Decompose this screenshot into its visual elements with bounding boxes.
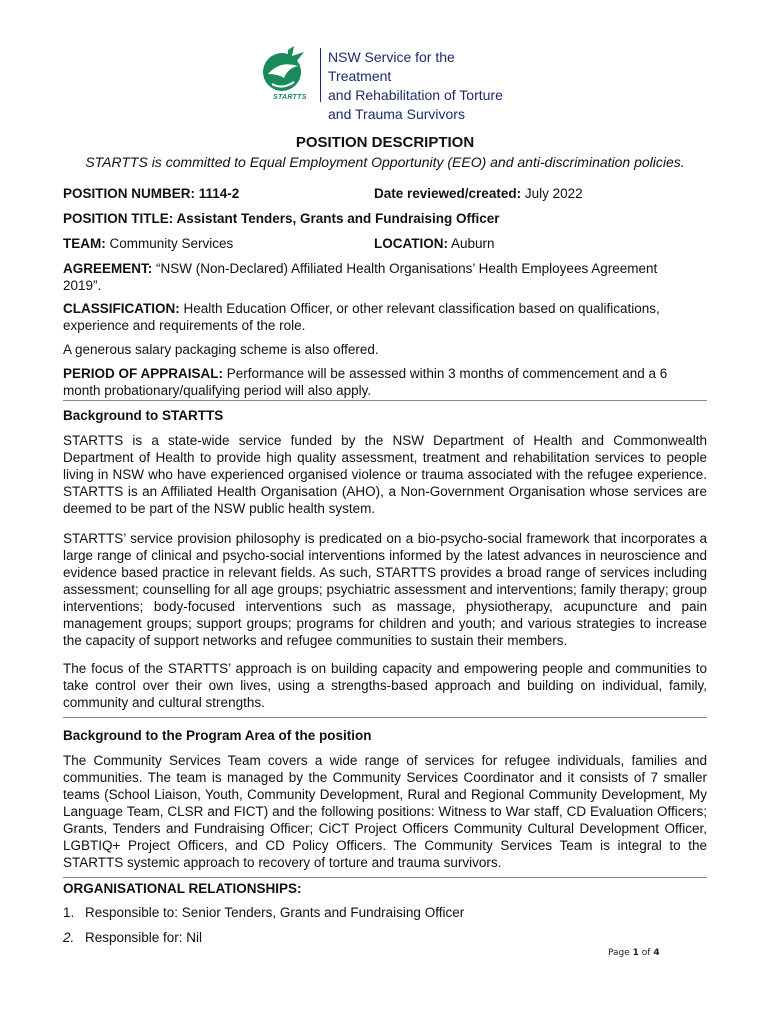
date-reviewed-label: Date reviewed/created:	[374, 186, 522, 201]
list-item-text: Responsible to: Senior Tenders, Grants and Fundraising Officer	[85, 905, 465, 920]
background-paragraph-1: STARTTS is a state-wide service funded by the NSW Department of Health and Commonwealth Department of Health to provide high quality assessment, treatment and rehabilitation services to people living in NSW who have experienced organised violence or trauma associated with the refugee experience. STARTTS is an Affiliated Health Organisation (AHO), a Non-Government Organisation whose services are deemed to be part of the NSW public health system.	[63, 433, 707, 516]
program-area-heading: Background to the Program Area of the position	[63, 728, 372, 743]
position-title: POSITION TITLE: Assistant Tenders, Grants and Fundraising Officer	[63, 211, 500, 226]
date-reviewed-value: July 2022	[521, 186, 583, 201]
appraisal-line-2: month probationary/qualifying period will also apply.	[63, 383, 372, 398]
classification-line-2: experience and requirements of the role.	[63, 318, 306, 333]
eeo-statement: STARTTS is committed to Equal Employment Opportunity (EEO) and anti-discrimination policies.	[85, 154, 685, 170]
list-item-number: 2.	[63, 930, 75, 945]
program-area-paragraph: The Community Services Team covers a wide range of services for refugee individuals, families and communities. The team is managed by the Community Services Coordinator and it consists of 7 smaller teams (School Liaison, Youth, Community Development, Rural and Regional Community Development, My Language Team, CLSR and FICT) and the following positions: Witness to War staff, CD Evaluation Officers; Grants, Tenders and Fundraising Officer; CiCT Project Officers Community Cultural Development Officer, LGBTIQ+ Project Officers, and CD Policy Officers. The Community Services Team is integral to the STARTTS systemic approach to recovery of torture and trauma survivors.	[63, 753, 707, 870]
list-item	[63, 904, 707, 921]
classification	[63, 300, 707, 334]
page-number-current: 1	[632, 948, 639, 958]
classification-line-1: Health Education Officer, or other relevant classification based on qualifications,	[179, 301, 660, 316]
location	[374, 235, 704, 252]
agreement	[63, 260, 707, 294]
location-value: Auburn	[448, 236, 495, 251]
document-title: POSITION DESCRIPTION	[295, 134, 475, 151]
section-divider	[63, 400, 707, 401]
date-reviewed	[374, 185, 704, 202]
list-item-number: 1.	[63, 905, 75, 920]
logo-org-name-line-3: and Trauma Survivors	[328, 106, 465, 122]
background-paragraph-3: The focus of the STARTTS’ approach is on building capacity and empowering people and communities to take control over their own lives, using a strengths-based approach and building on individual, family, community and cultural strengths.	[63, 661, 707, 710]
list-item-text: Responsible for: Nil	[85, 930, 203, 945]
background-paragraph-2: STARTTS’ service provision philosophy is predicated on a bio-psycho-social framework that incorporates a large range of clinical and psycho-social interventions informed by the latest advances in neuroscience and evidence based practice in relevant fields. As such, STARTTS provides a broad range of services including assessment; counselling for all age groups; psychiatric assessment and interventions; family therapy; group interventions; body-focused interventions such as massage, physiotherapy, acupuncture and pain management groups; support groups; programs for children and youth; and various strategies to increase the capacity of support networks and refugee communities to sustain their members.	[63, 531, 707, 648]
logo-org-name	[328, 48, 518, 124]
agreement-line-2: 2019”.	[63, 278, 102, 293]
section-divider	[63, 877, 707, 878]
logo-org-name-line-2: and Rehabilitation of Torture	[328, 87, 503, 103]
classification-label: CLASSIFICATION:	[63, 301, 180, 316]
agreement-label: AGREEMENT:	[63, 261, 153, 276]
appraisal-label: PERIOD OF APPRAISAL:	[63, 366, 224, 381]
salary-packaging: A generous salary packaging scheme is also offered.	[63, 342, 379, 357]
position-number: POSITION NUMBER: 1114-2	[63, 186, 240, 201]
list-item	[63, 929, 707, 946]
page-number-middle: of	[638, 948, 654, 958]
appraisal-line-1: Performance will be assessed within 3 months of commencement and a 6	[223, 366, 668, 381]
team-value: Community Services	[105, 236, 234, 251]
section-divider	[63, 717, 707, 718]
agreement-line-1: “NSW (Non-Declared) Affiliated Health Organisations’ Health Employees Agreement	[152, 261, 658, 276]
page-number-prefix: Page	[608, 948, 633, 958]
background-heading: Background to STARTTS	[63, 408, 224, 423]
location-label: LOCATION:	[374, 236, 448, 251]
org-logo	[258, 44, 518, 122]
team	[63, 235, 363, 252]
period-of-appraisal	[63, 365, 707, 399]
page-number-total: 4	[653, 948, 660, 958]
page-number	[608, 948, 660, 958]
logo-divider	[320, 48, 321, 102]
logo-org-name-line-1: NSW Service for the Treatment	[328, 49, 455, 84]
relationships-heading: ORGANISATIONAL RELATIONSHIPS:	[63, 881, 302, 896]
logo-acronym: STARTTS	[273, 94, 307, 101]
team-label: TEAM:	[63, 236, 106, 251]
